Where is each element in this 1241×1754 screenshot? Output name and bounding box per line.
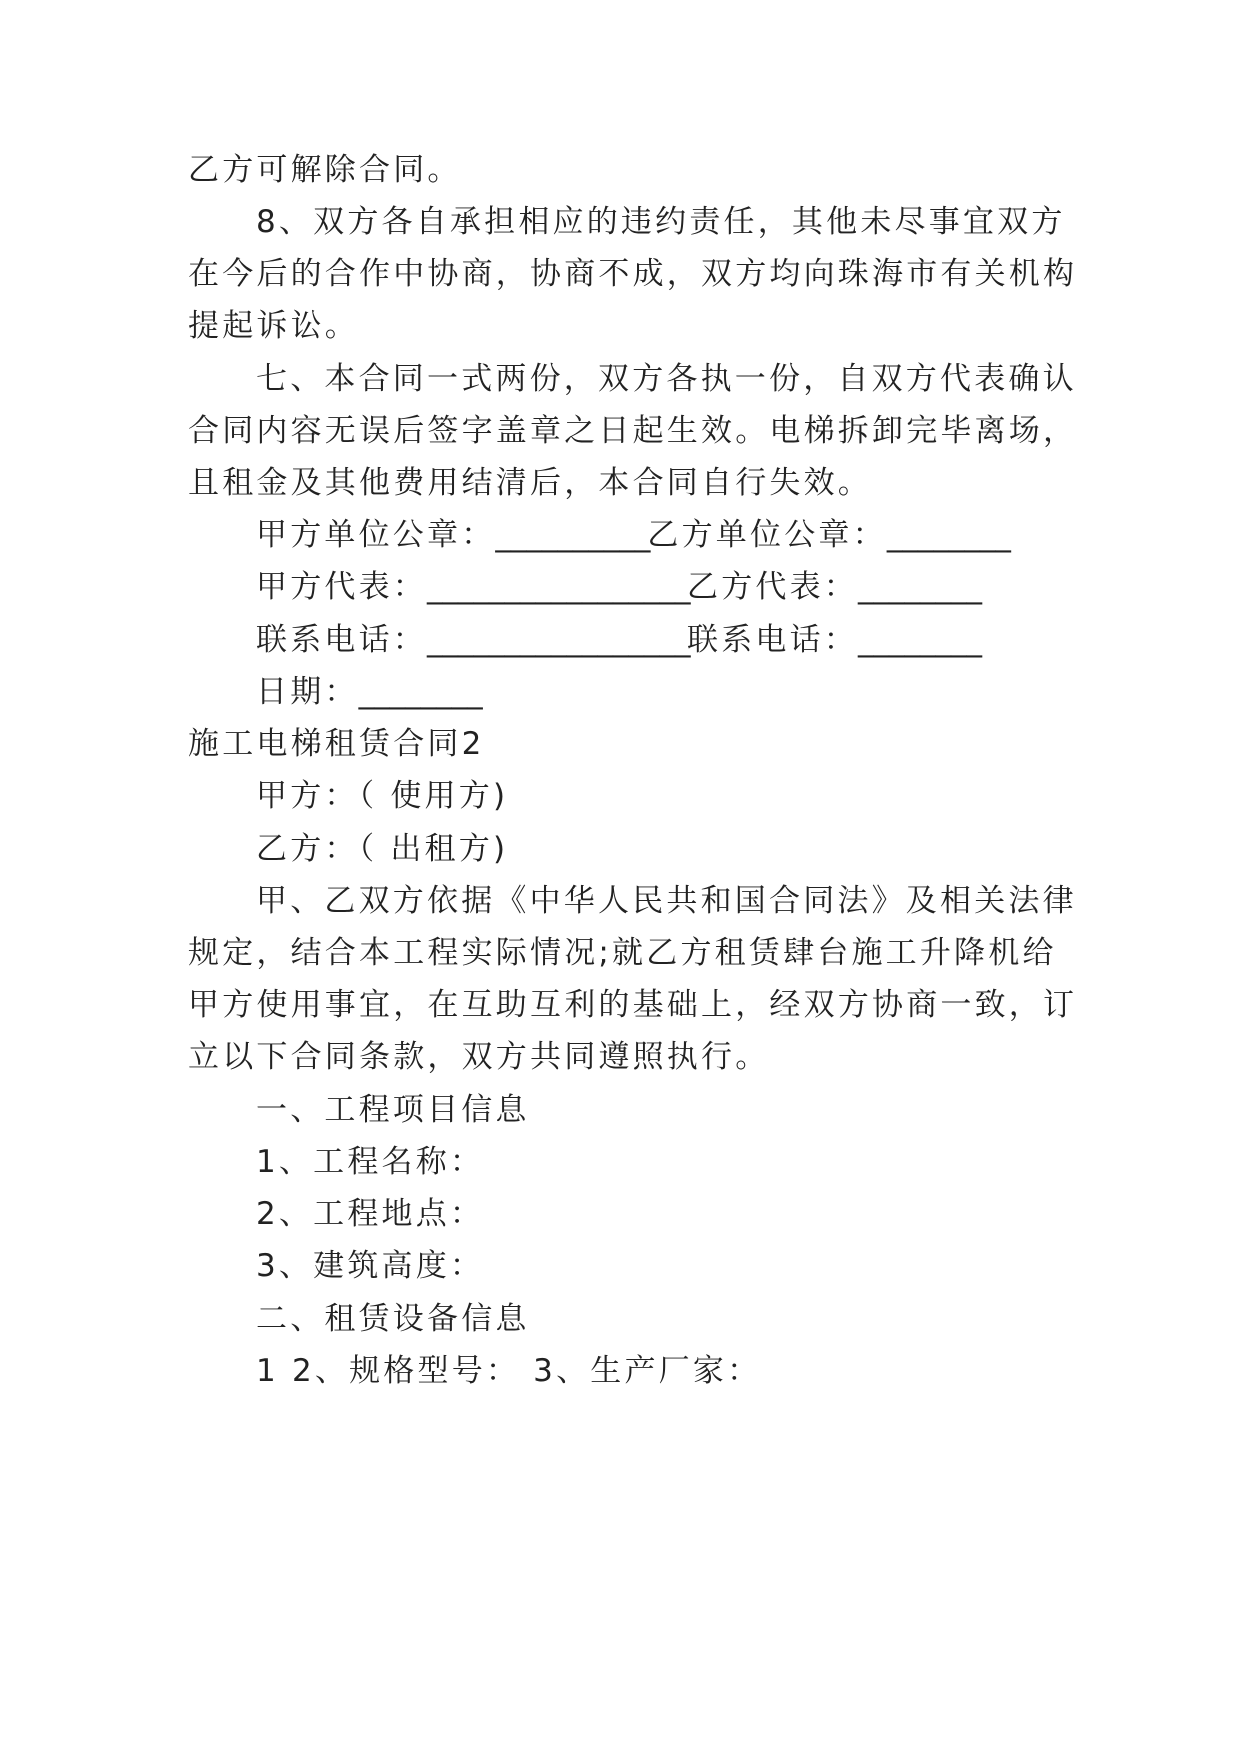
date-label: 日期： — [256, 674, 359, 710]
text-line: 提起诉讼。 — [188, 308, 359, 344]
text-line: 乙方可解除合同。 — [188, 152, 462, 188]
signature-row-representative — [256, 567, 1156, 607]
signature-row-seal — [256, 515, 1156, 555]
party-a-seal-blank: __________ — [495, 517, 651, 553]
party-a-phone-blank: _________________ — [427, 622, 691, 658]
party-a-line: 甲方：（ 使用方) — [256, 778, 509, 814]
text-line: 且租金及其他费用结清后，本合同自行失效。 — [188, 465, 872, 501]
intro-line: 甲方使用事宜，在互助互利的基础上，经双方协商一致，订 — [188, 987, 1078, 1023]
text-line: 合同内容无误后签字盖章之日起生效。电梯拆卸完毕离场， — [188, 413, 1078, 449]
date-blank: ________ — [358, 674, 483, 710]
party-a-phone-label: 联系电话： — [256, 622, 427, 658]
party-a-seal-label: 甲方单位公章： — [256, 517, 496, 553]
text-line: 七、本合同一式两份，双方各执一份，自双方代表确认 — [256, 361, 1077, 397]
party-a-rep-label: 甲方代表： — [256, 569, 427, 605]
section-heading: 二、租赁设备信息 — [256, 1301, 530, 1337]
list-item: 3、建筑高度： — [256, 1248, 485, 1284]
text-line: 在今后的合作中协商，协商不成，双方均向珠海市有关机构 — [188, 256, 1078, 292]
list-item: 1、工程名称： — [256, 1144, 485, 1180]
intro-line: 规定，结合本工程实际情况;就乙方租赁肆台施工升降机给 — [188, 935, 1057, 971]
signature-row-phone — [256, 620, 1156, 660]
party-b-line: 乙方：（ 出租方) — [256, 831, 509, 867]
party-a-rep-blank: _________________ — [427, 569, 691, 605]
contract-title: 施工电梯租赁合同2 — [188, 726, 485, 762]
party-b-rep-label: 乙方代表： — [687, 569, 858, 605]
party-b-seal-blank: ________ — [886, 517, 1011, 553]
list-item: 2、工程地点： — [256, 1196, 485, 1232]
section-heading: 一、工程项目信息 — [256, 1092, 530, 1128]
party-b-phone-label: 联系电话： — [687, 622, 858, 658]
party-b-rep-blank: ________ — [858, 569, 982, 605]
party-b-phone-blank: ________ — [858, 622, 982, 658]
signature-row-date — [256, 672, 1156, 712]
party-b-seal-label: 乙方单位公章： — [647, 517, 887, 553]
intro-line: 立以下合同条款，双方共同遵照执行。 — [188, 1039, 770, 1075]
list-item: 1 2、规格型号： 3、生产厂家： — [256, 1353, 762, 1389]
text-line: 8、双方各自承担相应的违约责任，其他未尽事宜双方 — [256, 204, 1066, 240]
intro-line: 甲、乙双方依据《中华人民共和国合同法》及相关法律 — [256, 883, 1077, 919]
